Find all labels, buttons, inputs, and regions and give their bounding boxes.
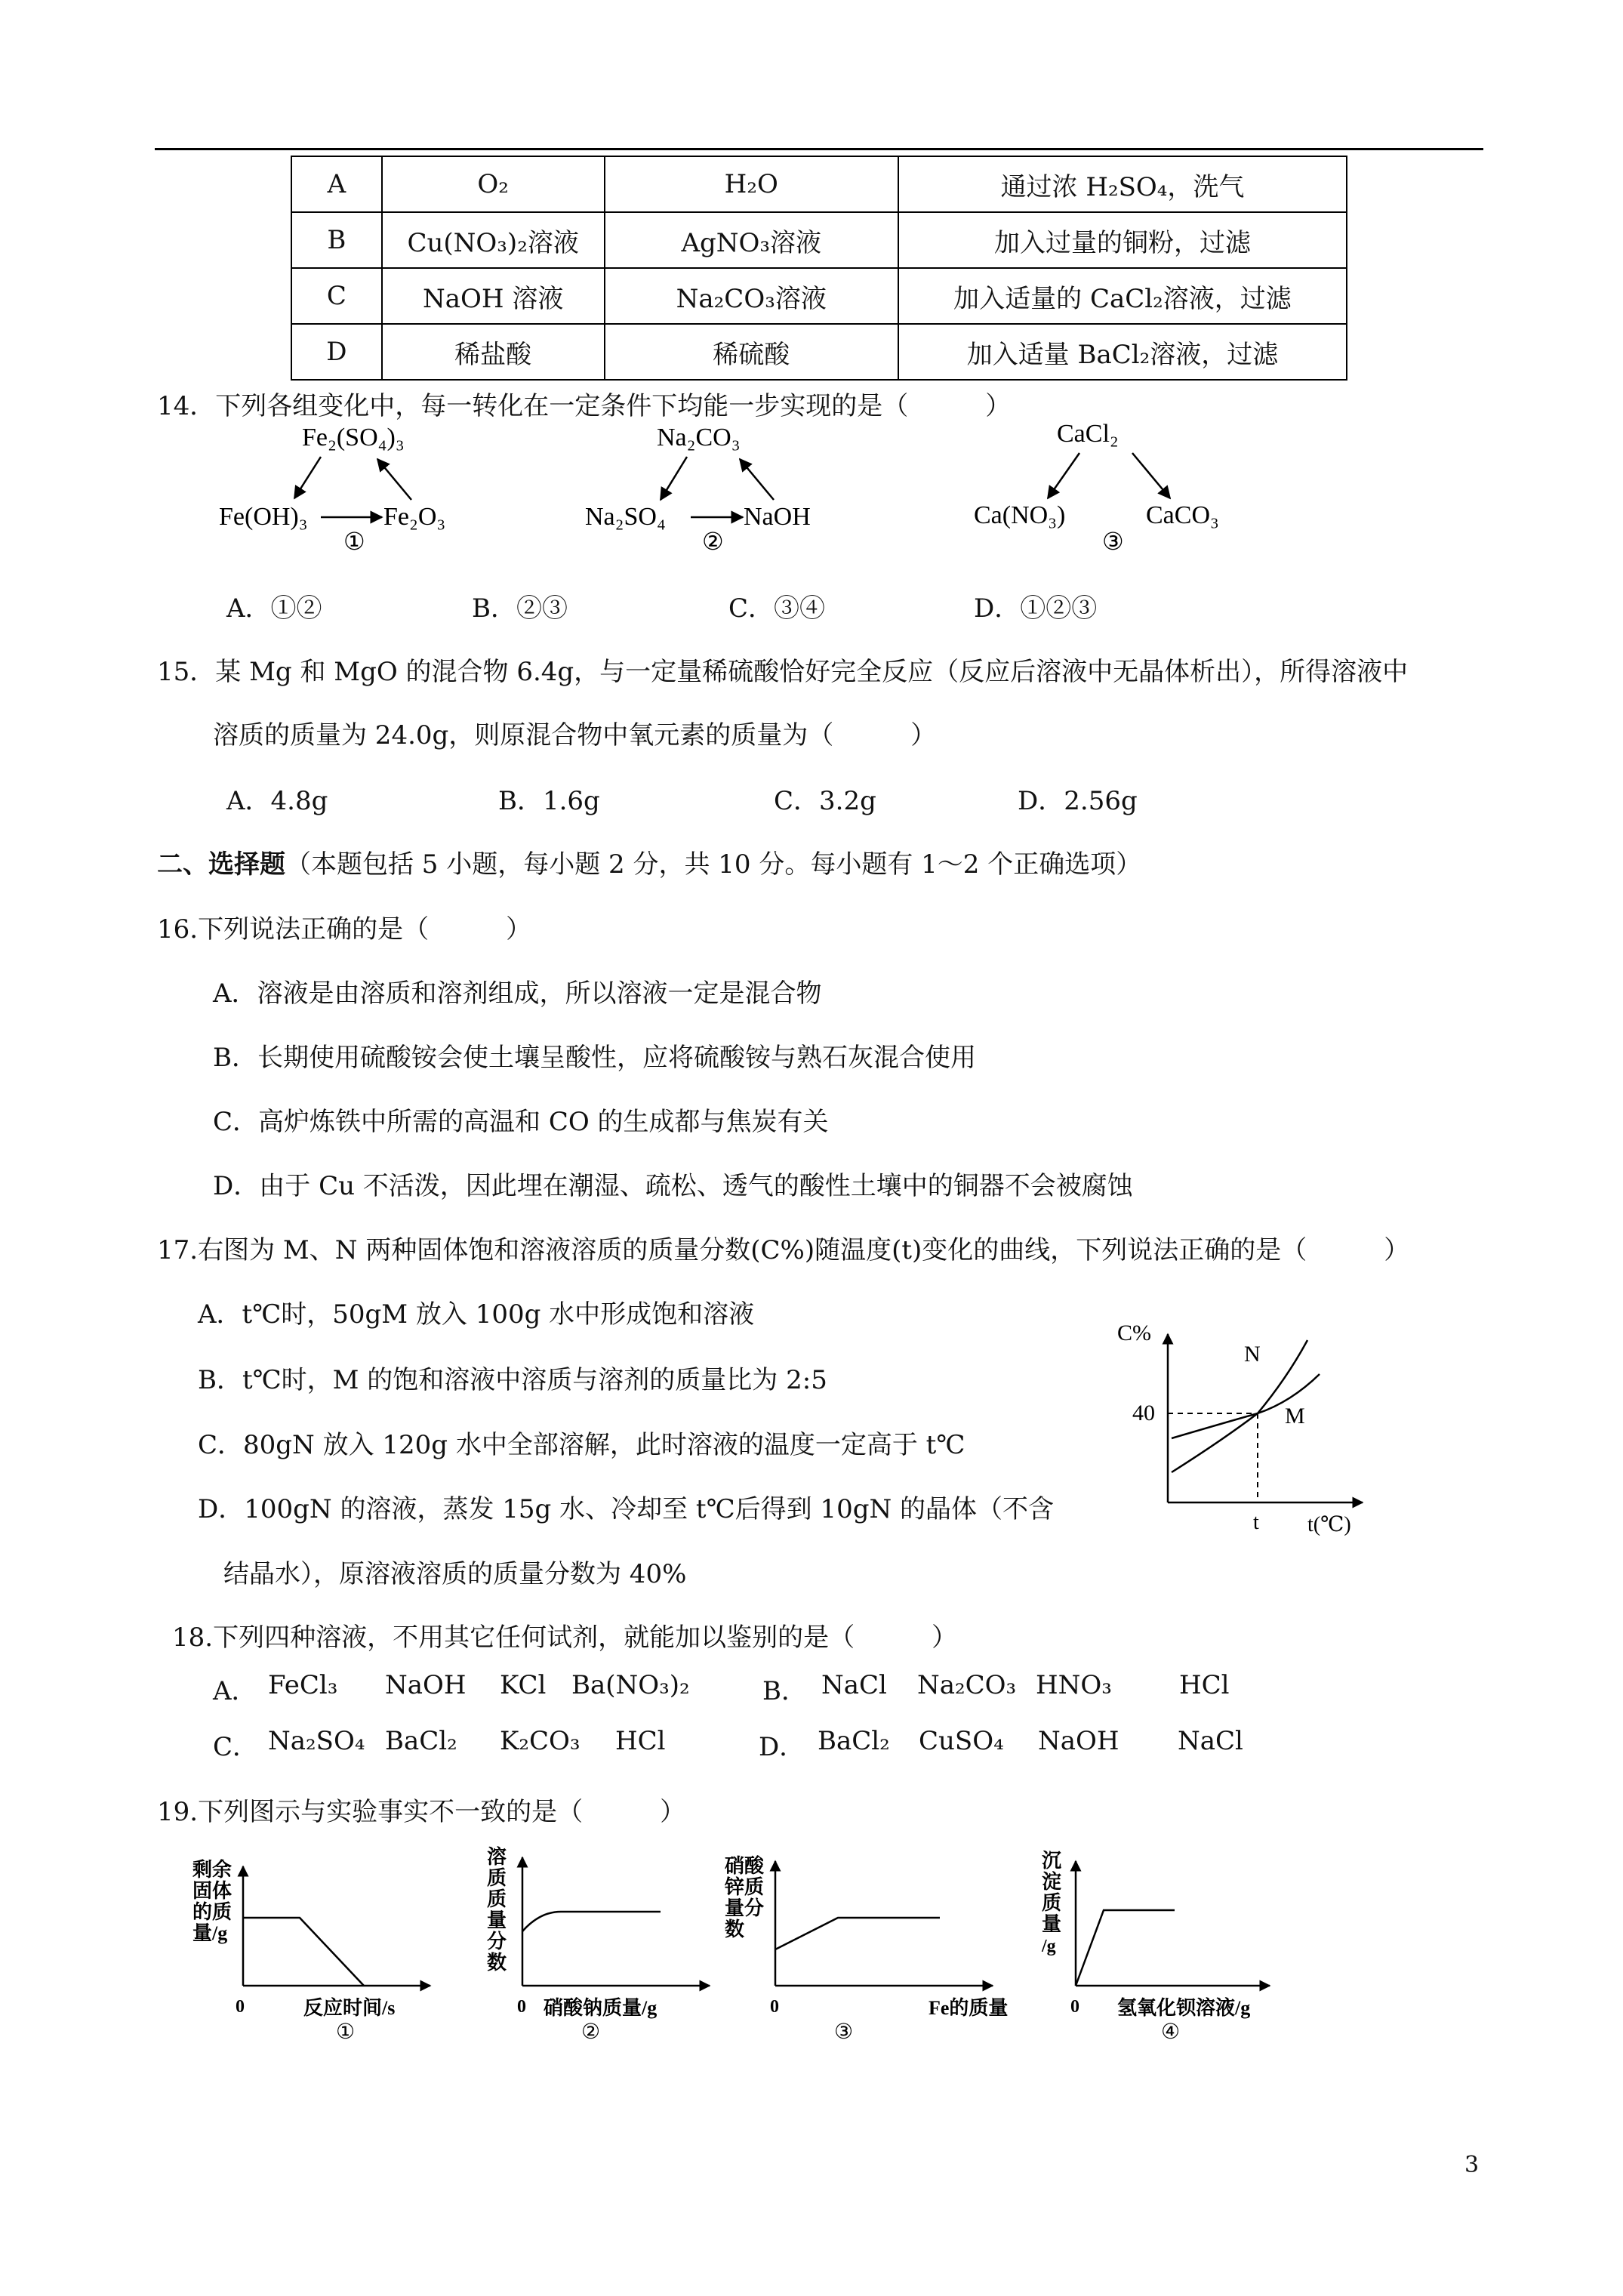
diagram-top-label: CaCl₂ — [1057, 420, 1119, 448]
q16-option-a: A．溶液是由溶质和溶剂组成，所以溶液一定是混合物 — [213, 978, 822, 1009]
q18-item: CuSO₄ — [919, 1726, 1004, 1756]
table-cell: NaOH 溶液 — [382, 268, 605, 324]
diagram-number: ① — [343, 528, 365, 555]
q18-item: BaCl₂ — [818, 1726, 890, 1756]
data-line — [243, 1918, 364, 1986]
q18-option-d-label: D． — [759, 1732, 805, 1762]
y-label-line: 的质 — [192, 1901, 233, 1923]
q17-option-c: C．80gN 放入 120g 水中全部溶解，此时溶液的温度一定高于 t℃ — [198, 1430, 965, 1460]
q15-line2: 溶质的质量为 24.0g，则原混合物中氧元素的质量为（ ） — [213, 720, 937, 750]
y-label-line: 量/g — [192, 1922, 228, 1944]
q14-stem: 14．下列各组变化中，每一转化在一定条件下均能一步实现的是（ ） — [157, 391, 1012, 421]
y-label-line: 数 — [487, 1952, 507, 1974]
table-cell: 稀硫酸 — [605, 324, 898, 380]
section-title: 二、选择题 — [157, 849, 285, 880]
q14-option-d: D．①②③ — [974, 593, 1098, 624]
q18-item: FeCl₃ — [268, 1670, 338, 1700]
y-label-line: /g — [1042, 1937, 1056, 1956]
table-cell: B — [291, 212, 382, 268]
header-rule — [155, 148, 1483, 150]
q14-option-a: A．①② — [226, 593, 322, 624]
y-label-line: 固体 — [192, 1880, 233, 1902]
q17-stem: 17.右图为 M、N 两种固体饱和溶液溶质的质量分数(C%)随温度(t)变化的曲线，下列说法正确的是（ ） — [157, 1235, 1410, 1265]
q18-item: NaCl — [821, 1670, 887, 1700]
q16-stem: 16.下列说法正确的是（ ） — [157, 914, 532, 945]
diagram-number: ③ — [1102, 528, 1124, 555]
y-label-line: 锌质 — [725, 1876, 765, 1898]
q17-option-d-cont: 结晶水），原溶液溶质的质量分数为 40% — [223, 1559, 687, 1589]
q18-item: Ba(NO₃)₂ — [571, 1670, 690, 1700]
data-line — [522, 1912, 661, 1931]
q15-option-b: B．1.6g — [498, 786, 600, 816]
arrow-top-to-left — [294, 457, 321, 498]
q18-item: BaCl₂ — [385, 1726, 457, 1756]
data-line — [1076, 1910, 1175, 1986]
table-cell: C — [291, 268, 382, 324]
table-row — [291, 212, 1347, 268]
table-cell: Na₂CO₃溶液 — [605, 268, 898, 324]
origin-label: 0 — [517, 1997, 526, 2017]
q19-graph-2 — [479, 1842, 736, 2044]
arrow-top-to-left — [1048, 453, 1079, 498]
q15-option-d: D．2.56g — [1018, 786, 1138, 816]
q18-option-b-label: B． — [762, 1676, 807, 1706]
curve-m-label: M — [1285, 1404, 1305, 1428]
q18-item: HCl — [615, 1726, 666, 1756]
q18-item: K₂CO₃ — [500, 1726, 581, 1756]
diagram-right-label: NaOH — [744, 503, 811, 531]
diagram-top-label: Na₂CO₃ — [657, 424, 741, 451]
diagram-left-label: Ca(NO₃) — [974, 501, 1066, 529]
table-cell: H₂O — [605, 156, 898, 212]
q15-option-a: A．4.8g — [226, 786, 328, 816]
data-line — [775, 1918, 940, 1949]
diagram-right-label: CaCO₃ — [1146, 501, 1219, 529]
q18-item: HCl — [1179, 1670, 1230, 1700]
q18-stem: 18.下列四种溶液，不用其它任何试剂，就能加以鉴别的是（ ） — [172, 1623, 958, 1653]
table-cell: Cu(NO₃)₂溶液 — [382, 212, 605, 268]
arrow-top-to-right — [1132, 453, 1170, 498]
q18-option-a-label: A． — [213, 1676, 257, 1706]
table-cell: O₂ — [382, 156, 605, 212]
section-desc: （本题包括 5 小题，每小题 2 分，共 10 分。每小题有 1～2 个正确选项） — [285, 849, 1142, 880]
q18-item: Na₂SO₄ — [268, 1726, 365, 1756]
y-label-line: 硝酸 — [725, 1855, 765, 1877]
diagram-right-label: Fe₂O₃ — [383, 503, 446, 531]
table-cell: 加入适量的 CaCl₂溶液，过滤 — [898, 268, 1347, 324]
q18-item: NaCl — [1178, 1726, 1243, 1756]
table-row — [291, 268, 1347, 324]
y-label-line: 质 — [1042, 1892, 1062, 1914]
x-axis-label: 氢氧化钡溶液/g — [1117, 1997, 1251, 2019]
origin-label: 0 — [770, 1997, 779, 2017]
table-cell: 通过浓 H₂SO₄，洗气 — [898, 156, 1347, 212]
q17-solubility-graph — [1110, 1318, 1381, 1536]
q18-item: HNO₃ — [1036, 1670, 1112, 1700]
q19-graph-3 — [721, 1842, 1023, 2044]
x-axis-label: 硝酸钠质量/g — [544, 1997, 658, 2019]
q15-option-c: C．3.2g — [774, 786, 876, 816]
q15-line1: 15．某 Mg 和 MgO 的混合物 6.4g，与一定量稀硫酸恰好完全反应（反应后溶液中无晶体析出），所得溶液中 — [157, 657, 1409, 687]
diagram-left-label: Na₂SO₄ — [585, 503, 666, 531]
table-row — [291, 156, 1347, 212]
curve-n-label: N — [1244, 1342, 1261, 1367]
y-tick-label: 40 — [1132, 1401, 1155, 1425]
page-number: 3 — [1464, 2152, 1480, 2178]
q17-option-d: D．100gN 的溶液，蒸发 15g 水、冷却至 t℃后得到 10gN 的晶体（不含 — [198, 1494, 1055, 1524]
q16-option-d: D．由于 Cu 不活泼，因此埋在潮湿、疏松、透气的酸性土壤中的铜器不会被腐蚀 — [213, 1171, 1133, 1201]
q14-diagram-1 — [204, 415, 506, 559]
table-row — [291, 324, 1347, 380]
diagram-left-label: Fe(OH)₃ — [219, 503, 308, 531]
table-cell: 加入过量的铜粉，过滤 — [898, 212, 1347, 268]
q18-item: NaOH — [1038, 1726, 1119, 1756]
y-label-line: 量 — [1042, 1913, 1062, 1935]
y-label-line: 数 — [725, 1918, 745, 1940]
q17-option-a: A．t℃时，50gM 放入 100g 水中形成饱和溶液 — [198, 1299, 755, 1330]
q16-option-b: B．长期使用硫酸铵会使土壤呈酸性，应将硫酸铵与熟石灰混合使用 — [213, 1043, 976, 1073]
q16-option-c: C．高炉炼铁中所需的高温和 CO 的生成都与焦炭有关 — [213, 1107, 829, 1137]
graph-number: ① — [336, 2020, 356, 2044]
y-label-line: 量分 — [725, 1897, 765, 1919]
y-label-line: 质 — [487, 1888, 507, 1910]
q18-item: NaOH — [385, 1670, 467, 1700]
table-cell: 稀盐酸 — [382, 324, 605, 380]
origin-label: 0 — [1070, 1997, 1079, 2017]
arrow-right-to-top — [377, 459, 411, 500]
q19-stem: 19.下列图示与实验事实不一致的是（ ） — [157, 1797, 686, 1827]
q14-diagram-3 — [959, 411, 1261, 559]
q14-option-b: B．②③ — [472, 593, 568, 624]
origin-label: 0 — [236, 1997, 245, 2017]
arrow-right-to-top — [740, 459, 774, 500]
y-label-line: 溶 — [487, 1846, 507, 1868]
section-heading — [157, 843, 1141, 880]
y-label-line: 量 — [487, 1909, 507, 1931]
arrow-top-to-left — [661, 457, 687, 500]
y-label-line: 分 — [487, 1931, 507, 1952]
table-cell: AgNO₃溶液 — [605, 212, 898, 268]
y-label-line: 质 — [487, 1867, 507, 1889]
q18-option-c-label: C． — [213, 1732, 259, 1762]
table-cell: 加入适量 BaCl₂溶液，过滤 — [898, 324, 1347, 380]
y-label-line: 淀 — [1042, 1871, 1062, 1893]
graph-number: ④ — [1161, 2020, 1181, 2044]
graph-number: ③ — [834, 2020, 854, 2044]
q19-graph-1 — [181, 1842, 453, 2044]
y-label-line: 沉 — [1042, 1850, 1062, 1872]
x-axis-label: Fe的质量 — [929, 1997, 1009, 2019]
table-cell: D — [291, 324, 382, 380]
q13-options-table — [291, 156, 1347, 381]
y-axis-label: C% — [1117, 1321, 1151, 1345]
q14-diagram-2 — [574, 415, 861, 559]
diagram-top-label: Fe₂(SO₄)₃ — [302, 424, 405, 451]
diagram-number: ② — [702, 528, 724, 555]
graph-number: ② — [581, 2020, 601, 2044]
y-label-line: 剩余 — [192, 1859, 233, 1881]
q18-item: Na₂CO₃ — [917, 1670, 1017, 1700]
x-tick-label: t — [1253, 1511, 1259, 1534]
x-axis-label: t(℃) — [1307, 1513, 1351, 1536]
q17-option-b: B．t℃时，M 的饱和溶液中溶质与溶剂的质量比为 2:5 — [198, 1365, 827, 1395]
q19-graph-4 — [1034, 1842, 1306, 2044]
table-cell: A — [291, 156, 382, 212]
q14-option-c: C．③④ — [728, 593, 826, 624]
q18-item: KCl — [500, 1670, 547, 1700]
x-axis-label: 反应时间/s — [303, 1997, 396, 2019]
